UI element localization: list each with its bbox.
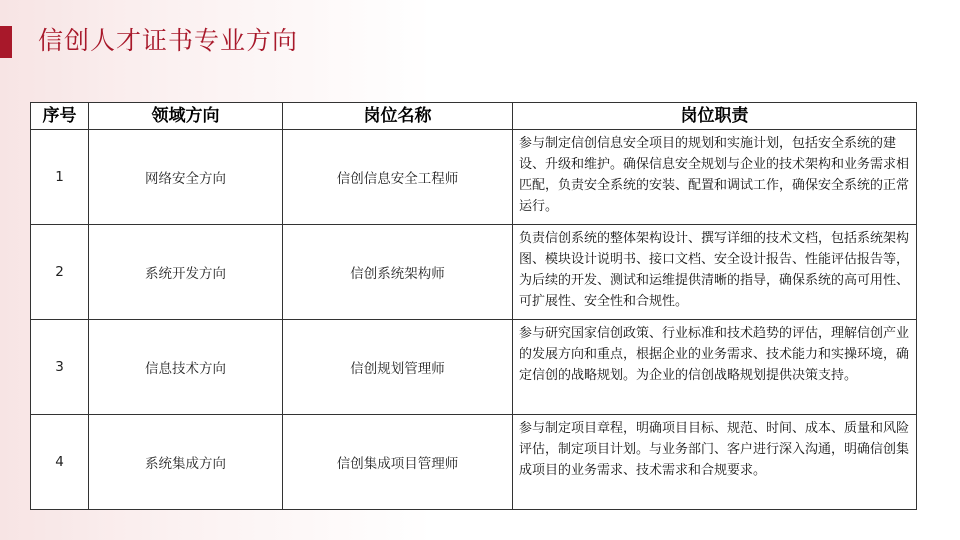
table-row (31, 130, 917, 225)
table-row (31, 415, 917, 510)
header-position-name: 岗位名称 (283, 103, 513, 130)
cell-position-name: 信创系统架构师 (283, 225, 513, 320)
title-accent-bar (0, 26, 12, 58)
header-serial-no: 序号 (31, 103, 89, 130)
table-header-row (31, 103, 917, 130)
cell-position-name: 信创信息安全工程师 (283, 130, 513, 225)
table-row (31, 225, 917, 320)
cell-position-name: 信创规划管理师 (283, 320, 513, 415)
page-title: 信创人才证书专业方向 (38, 26, 299, 55)
cell-field-direction: 系统开发方向 (89, 225, 283, 320)
header-position-duty: 岗位职责 (513, 103, 917, 130)
cell-serial-no: 2 (31, 225, 89, 320)
career-direction-table (30, 102, 917, 510)
cell-serial-no: 4 (31, 415, 89, 510)
table-row (31, 320, 917, 415)
cell-serial-no: 1 (31, 130, 89, 225)
cell-serial-no: 3 (31, 320, 89, 415)
cell-field-direction: 网络安全方向 (89, 130, 283, 225)
cell-position-duty: 参与制定信创信息安全项目的规划和实施计划，包括安全系统的建设、升级和维护。确保信息安全规划与企业的技术架构和业务需求相匹配，负责安全系统的安装、配置和调试工作，确保安全系统的正常运行。 (513, 130, 917, 225)
cell-field-direction: 系统集成方向 (89, 415, 283, 510)
header-field-direction: 领域方向 (89, 103, 283, 130)
cell-position-duty: 参与制定项目章程，明确项目目标、规范、时间、成本、质量和风险评估，制定项目计划。与业务部门、客户进行深入沟通，明确信创集成项目的业务需求、技术需求和合规要求。 (513, 415, 917, 510)
cell-field-direction: 信息技术方向 (89, 320, 283, 415)
cell-position-duty: 负责信创系统的整体架构设计、撰写详细的技术文档，包括系统架构图、模块设计说明书、接口文档、安全设计报告、性能评估报告等，为后续的开发、测试和运维提供清晰的指导，确保系统的高可用性、可扩展性、安全性和合规性。 (513, 225, 917, 320)
cell-position-duty: 参与研究国家信创政策、行业标准和技术趋势的评估，理解信创产业的发展方向和重点，根据企业的业务需求、技术能力和实操环境，确定信创的战略规划。为企业的信创战略规划提供决策支持。 (513, 320, 917, 415)
cell-position-name: 信创集成项目管理师 (283, 415, 513, 510)
